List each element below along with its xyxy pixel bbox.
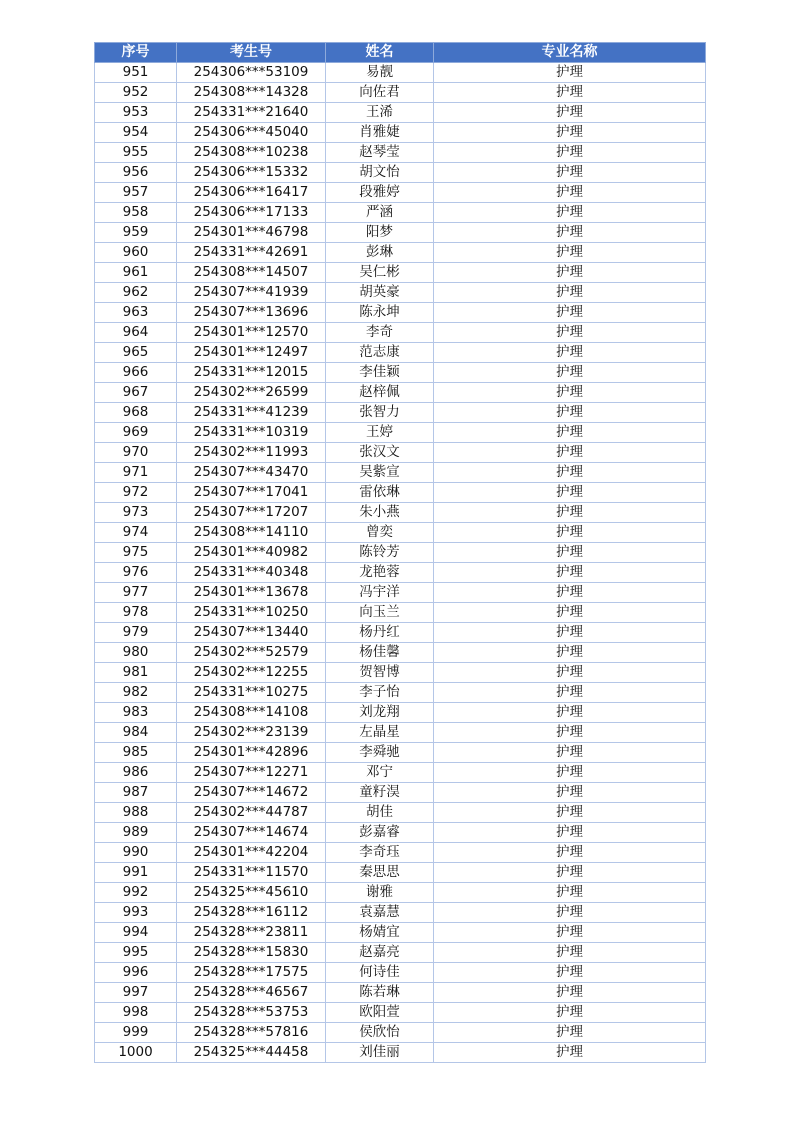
cell-exam-number: 254302***44787 (177, 803, 326, 823)
cell-serial: 954 (95, 123, 177, 143)
cell-name: 杨婧宜 (326, 923, 434, 943)
cell-name: 易靓 (326, 63, 434, 83)
table-header (95, 43, 706, 63)
cell-name: 彭嘉睿 (326, 823, 434, 843)
cell-major: 护理 (434, 1043, 706, 1063)
cell-name: 刘佳丽 (326, 1043, 434, 1063)
cell-exam-number: 254307***12271 (177, 763, 326, 783)
cell-major: 护理 (434, 863, 706, 883)
cell-serial: 996 (95, 963, 177, 983)
cell-exam-number: 254328***57816 (177, 1023, 326, 1043)
cell-exam-number: 254302***26599 (177, 383, 326, 403)
cell-exam-number: 254301***12497 (177, 343, 326, 363)
cell-exam-number: 254306***15332 (177, 163, 326, 183)
cell-serial: 988 (95, 803, 177, 823)
cell-exam-number: 254325***45610 (177, 883, 326, 903)
cell-serial: 953 (95, 103, 177, 123)
cell-major: 护理 (434, 663, 706, 683)
cell-major: 护理 (434, 603, 706, 623)
cell-exam-number: 254301***40982 (177, 543, 326, 563)
cell-name: 秦思思 (326, 863, 434, 883)
cell-major: 护理 (434, 83, 706, 103)
cell-exam-number: 254328***53753 (177, 1003, 326, 1023)
table-row (95, 963, 706, 983)
admission-list-sheet (94, 42, 705, 1063)
cell-serial: 974 (95, 523, 177, 543)
cell-major: 护理 (434, 683, 706, 703)
cell-name: 李奇珏 (326, 843, 434, 863)
table-row (95, 483, 706, 503)
cell-exam-number: 254328***23811 (177, 923, 326, 943)
cell-serial: 990 (95, 843, 177, 863)
cell-major: 护理 (434, 163, 706, 183)
table-row (95, 1003, 706, 1023)
cell-serial: 963 (95, 303, 177, 323)
cell-name: 胡文怡 (326, 163, 434, 183)
cell-name: 龙艳蓉 (326, 563, 434, 583)
cell-major: 护理 (434, 483, 706, 503)
cell-serial: 997 (95, 983, 177, 1003)
cell-major: 护理 (434, 383, 706, 403)
cell-major: 护理 (434, 203, 706, 223)
cell-exam-number: 254307***17041 (177, 483, 326, 503)
cell-exam-number: 254301***13678 (177, 583, 326, 603)
cell-major: 护理 (434, 963, 706, 983)
cell-name: 杨丹红 (326, 623, 434, 643)
cell-exam-number: 254302***52579 (177, 643, 326, 663)
table-row (95, 263, 706, 283)
cell-major: 护理 (434, 523, 706, 543)
cell-name: 范志康 (326, 343, 434, 363)
cell-serial: 968 (95, 403, 177, 423)
table-row (95, 703, 706, 723)
cell-serial: 983 (95, 703, 177, 723)
cell-exam-number: 254331***11570 (177, 863, 326, 883)
table-row (95, 923, 706, 943)
cell-serial: 966 (95, 363, 177, 383)
cell-serial: 992 (95, 883, 177, 903)
cell-serial: 958 (95, 203, 177, 223)
cell-name: 胡英豪 (326, 283, 434, 303)
table-row (95, 543, 706, 563)
cell-major: 护理 (434, 1003, 706, 1023)
cell-name: 赵嘉亮 (326, 943, 434, 963)
cell-major: 护理 (434, 123, 706, 143)
table-row (95, 403, 706, 423)
cell-serial: 960 (95, 243, 177, 263)
cell-serial: 971 (95, 463, 177, 483)
cell-name: 左晶星 (326, 723, 434, 743)
cell-name: 朱小燕 (326, 503, 434, 523)
table-row (95, 463, 706, 483)
cell-exam-number: 254307***14672 (177, 783, 326, 803)
cell-exam-number: 254331***40348 (177, 563, 326, 583)
cell-name: 陈永坤 (326, 303, 434, 323)
cell-major: 护理 (434, 923, 706, 943)
cell-major: 护理 (434, 343, 706, 363)
table-row (95, 103, 706, 123)
cell-major: 护理 (434, 643, 706, 663)
table-row (95, 1023, 706, 1043)
cell-exam-number: 254307***13440 (177, 623, 326, 643)
table-row (95, 843, 706, 863)
cell-name: 王浠 (326, 103, 434, 123)
table-row (95, 863, 706, 883)
table-row (95, 743, 706, 763)
cell-name: 童籽淏 (326, 783, 434, 803)
cell-name: 赵梓佩 (326, 383, 434, 403)
cell-serial: 995 (95, 943, 177, 963)
cell-serial: 969 (95, 423, 177, 443)
cell-major: 护理 (434, 563, 706, 583)
table-row (95, 363, 706, 383)
table-body (95, 63, 706, 1063)
cell-major: 护理 (434, 763, 706, 783)
cell-serial: 973 (95, 503, 177, 523)
cell-major: 护理 (434, 303, 706, 323)
cell-name: 冯宇洋 (326, 583, 434, 603)
cell-major: 护理 (434, 883, 706, 903)
cell-exam-number: 254331***21640 (177, 103, 326, 123)
cell-serial: 984 (95, 723, 177, 743)
table-row (95, 823, 706, 843)
table-row (95, 143, 706, 163)
cell-serial: 975 (95, 543, 177, 563)
cell-major: 护理 (434, 443, 706, 463)
cell-major: 护理 (434, 903, 706, 923)
cell-name: 向玉兰 (326, 603, 434, 623)
table-row (95, 443, 706, 463)
cell-serial: 959 (95, 223, 177, 243)
cell-major: 护理 (434, 283, 706, 303)
table-row (95, 623, 706, 643)
cell-major: 护理 (434, 943, 706, 963)
cell-serial: 999 (95, 1023, 177, 1043)
cell-name: 杨佳馨 (326, 643, 434, 663)
table-row (95, 283, 706, 303)
table-row (95, 323, 706, 343)
cell-exam-number: 254301***42896 (177, 743, 326, 763)
cell-exam-number: 254331***10250 (177, 603, 326, 623)
cell-exam-number: 254331***10275 (177, 683, 326, 703)
cell-name: 严涵 (326, 203, 434, 223)
cell-name: 张汉文 (326, 443, 434, 463)
table-row (95, 343, 706, 363)
table-row (95, 583, 706, 603)
cell-name: 欧阳萱 (326, 1003, 434, 1023)
header-row (95, 43, 706, 63)
table-row (95, 1043, 706, 1063)
cell-exam-number: 254331***12015 (177, 363, 326, 383)
cell-exam-number: 254328***15830 (177, 943, 326, 963)
cell-major: 护理 (434, 63, 706, 83)
cell-major: 护理 (434, 263, 706, 283)
cell-serial: 977 (95, 583, 177, 603)
cell-name: 谢雅 (326, 883, 434, 903)
cell-serial: 979 (95, 623, 177, 643)
cell-major: 护理 (434, 223, 706, 243)
table-row (95, 183, 706, 203)
cell-exam-number: 254308***14328 (177, 83, 326, 103)
cell-serial: 955 (95, 143, 177, 163)
cell-major: 护理 (434, 583, 706, 603)
header-serial: 序号 (95, 43, 177, 63)
cell-name: 李舜驰 (326, 743, 434, 763)
cell-serial: 981 (95, 663, 177, 683)
cell-name: 阳梦 (326, 223, 434, 243)
cell-name: 陈铃芳 (326, 543, 434, 563)
cell-name: 侯欣怡 (326, 1023, 434, 1043)
cell-serial: 982 (95, 683, 177, 703)
cell-major: 护理 (434, 243, 706, 263)
cell-exam-number: 254302***23139 (177, 723, 326, 743)
cell-exam-number: 254301***46798 (177, 223, 326, 243)
table-row (95, 723, 706, 743)
cell-serial: 993 (95, 903, 177, 923)
table-row (95, 783, 706, 803)
cell-exam-number: 254331***10319 (177, 423, 326, 443)
cell-name: 王婷 (326, 423, 434, 443)
table-row (95, 683, 706, 703)
cell-serial: 970 (95, 443, 177, 463)
cell-major: 护理 (434, 323, 706, 343)
cell-serial: 964 (95, 323, 177, 343)
cell-name: 李子怡 (326, 683, 434, 703)
cell-major: 护理 (434, 623, 706, 643)
cell-serial: 989 (95, 823, 177, 843)
cell-major: 护理 (434, 1023, 706, 1043)
cell-exam-number: 254301***12570 (177, 323, 326, 343)
cell-exam-number: 254302***11993 (177, 443, 326, 463)
table-row (95, 603, 706, 623)
cell-name: 肖雅婕 (326, 123, 434, 143)
cell-serial: 962 (95, 283, 177, 303)
cell-exam-number: 254307***14674 (177, 823, 326, 843)
cell-name: 吴仁彬 (326, 263, 434, 283)
cell-major: 护理 (434, 403, 706, 423)
table-row (95, 223, 706, 243)
cell-serial: 965 (95, 343, 177, 363)
cell-exam-number: 254328***17575 (177, 963, 326, 983)
cell-major: 护理 (434, 983, 706, 1003)
cell-exam-number: 254306***17133 (177, 203, 326, 223)
table-row (95, 523, 706, 543)
cell-serial: 991 (95, 863, 177, 883)
cell-name: 胡佳 (326, 803, 434, 823)
cell-serial: 967 (95, 383, 177, 403)
cell-serial: 987 (95, 783, 177, 803)
header-exam-number: 考生号 (177, 43, 326, 63)
cell-name: 张智力 (326, 403, 434, 423)
cell-serial: 994 (95, 923, 177, 943)
cell-exam-number: 254308***10238 (177, 143, 326, 163)
cell-name: 刘龙翔 (326, 703, 434, 723)
cell-exam-number: 254306***45040 (177, 123, 326, 143)
cell-name: 贺智博 (326, 663, 434, 683)
cell-major: 护理 (434, 723, 706, 743)
table-row (95, 83, 706, 103)
cell-exam-number: 254306***53109 (177, 63, 326, 83)
cell-major: 护理 (434, 823, 706, 843)
table-row (95, 803, 706, 823)
cell-name: 雷依琳 (326, 483, 434, 503)
table-row (95, 763, 706, 783)
cell-serial: 998 (95, 1003, 177, 1023)
cell-serial: 980 (95, 643, 177, 663)
cell-exam-number: 254325***44458 (177, 1043, 326, 1063)
cell-serial: 978 (95, 603, 177, 623)
table-row (95, 503, 706, 523)
cell-exam-number: 254301***42204 (177, 843, 326, 863)
cell-name: 向佐君 (326, 83, 434, 103)
cell-major: 护理 (434, 743, 706, 763)
table-row (95, 303, 706, 323)
table-row (95, 883, 706, 903)
cell-serial: 957 (95, 183, 177, 203)
cell-serial: 1000 (95, 1043, 177, 1063)
cell-major: 护理 (434, 143, 706, 163)
table-row (95, 63, 706, 83)
cell-exam-number: 254308***14110 (177, 523, 326, 543)
cell-name: 何诗佳 (326, 963, 434, 983)
cell-exam-number: 254328***46567 (177, 983, 326, 1003)
cell-serial: 985 (95, 743, 177, 763)
cell-name: 段雅婷 (326, 183, 434, 203)
cell-major: 护理 (434, 463, 706, 483)
cell-serial: 961 (95, 263, 177, 283)
table-row (95, 903, 706, 923)
cell-name: 彭琳 (326, 243, 434, 263)
cell-name: 吴紫宣 (326, 463, 434, 483)
cell-exam-number: 254302***12255 (177, 663, 326, 683)
table-row (95, 983, 706, 1003)
cell-major: 护理 (434, 783, 706, 803)
cell-major: 护理 (434, 103, 706, 123)
table-row (95, 643, 706, 663)
cell-serial: 972 (95, 483, 177, 503)
cell-serial: 976 (95, 563, 177, 583)
cell-exam-number: 254331***42691 (177, 243, 326, 263)
admission-table (94, 42, 706, 1063)
cell-name: 李奇 (326, 323, 434, 343)
cell-exam-number: 254328***16112 (177, 903, 326, 923)
cell-serial: 952 (95, 83, 177, 103)
cell-name: 陈若琳 (326, 983, 434, 1003)
table-row (95, 163, 706, 183)
cell-major: 护理 (434, 543, 706, 563)
cell-serial: 956 (95, 163, 177, 183)
cell-name: 赵琴莹 (326, 143, 434, 163)
cell-name: 李佳颖 (326, 363, 434, 383)
cell-serial: 986 (95, 763, 177, 783)
cell-major: 护理 (434, 503, 706, 523)
cell-major: 护理 (434, 423, 706, 443)
table-row (95, 383, 706, 403)
table-row (95, 563, 706, 583)
cell-major: 护理 (434, 363, 706, 383)
cell-name: 袁嘉慧 (326, 903, 434, 923)
table-row (95, 203, 706, 223)
table-row (95, 423, 706, 443)
header-name: 姓名 (326, 43, 434, 63)
cell-exam-number: 254307***17207 (177, 503, 326, 523)
cell-exam-number: 254308***14507 (177, 263, 326, 283)
cell-exam-number: 254307***13696 (177, 303, 326, 323)
header-major: 专业名称 (434, 43, 706, 63)
cell-exam-number: 254307***43470 (177, 463, 326, 483)
cell-exam-number: 254307***41939 (177, 283, 326, 303)
cell-exam-number: 254308***14108 (177, 703, 326, 723)
cell-exam-number: 254306***16417 (177, 183, 326, 203)
cell-exam-number: 254331***41239 (177, 403, 326, 423)
cell-name: 邓宁 (326, 763, 434, 783)
table-row (95, 663, 706, 683)
cell-major: 护理 (434, 803, 706, 823)
cell-major: 护理 (434, 703, 706, 723)
table-row (95, 943, 706, 963)
table-row (95, 243, 706, 263)
cell-serial: 951 (95, 63, 177, 83)
cell-major: 护理 (434, 843, 706, 863)
table-row (95, 123, 706, 143)
cell-name: 曾奕 (326, 523, 434, 543)
cell-major: 护理 (434, 183, 706, 203)
